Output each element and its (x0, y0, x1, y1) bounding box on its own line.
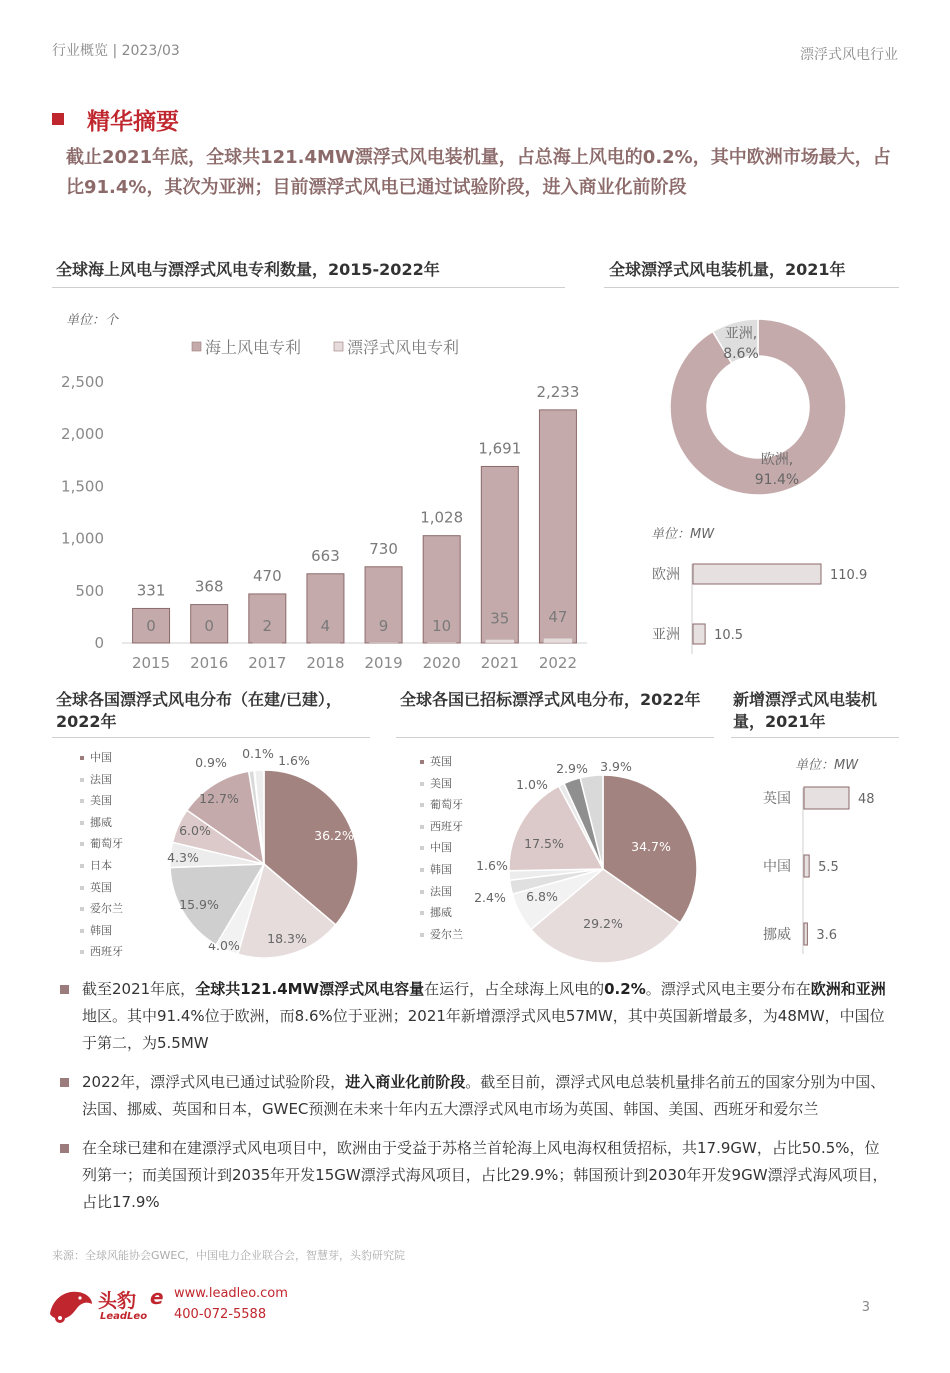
brand-e-icon: e (150, 1285, 164, 1309)
legend-dot-icon (420, 933, 424, 937)
x-tick-label: 2022 (538, 654, 578, 672)
pie-label: 34.7% (631, 839, 671, 854)
leopard-logo-icon (46, 1284, 96, 1326)
bullet-square-icon (60, 1078, 69, 1087)
pie-label: 1.6% (476, 858, 508, 873)
legend-label: 法国 (90, 772, 112, 786)
bar-floating-2017 (253, 643, 282, 644)
body-text: 。截至目前，漂浮式风电总装机量排名前五的国家分别为中国、法国、挪威、英国和日本，GWEC预测在未来十年内五大漂浮式风电市场为英国、韩国、美国、西班牙和爱尔兰 (82, 1073, 886, 1118)
x-tick-label: 2019 (364, 654, 403, 672)
legend-label: 爱尔兰 (90, 902, 123, 916)
legend-dot-icon (80, 756, 84, 760)
hbar-亚洲 (693, 624, 705, 644)
tender-title-rule (396, 737, 714, 738)
x-tick-label: 2021 (480, 654, 519, 672)
legend-label: 西班牙 (90, 945, 123, 959)
legend-item (80, 812, 123, 834)
legend-dot-icon (420, 760, 424, 764)
y-tick-label: 1,000 (61, 529, 104, 548)
y-tick-label: 2,000 (61, 425, 104, 444)
patents-bar-chart (52, 330, 592, 680)
source-note: 来源：全球风能协会GWEC，中国电力企业联合会，智慧芽，头豹研究院 (52, 1249, 406, 1262)
new-installed-hbar-chart (740, 775, 900, 960)
legend-dot-icon (420, 782, 424, 786)
floating-value-label: 2 (262, 617, 273, 635)
body-text: 在运行，占全球海上风电的 (424, 980, 605, 998)
hbar-中国 (804, 855, 809, 877)
pie-label: 1.6% (278, 753, 310, 768)
legend-item (80, 920, 123, 942)
donut-label-value: 8.6% (723, 346, 759, 362)
legend-item (80, 790, 123, 812)
patents-chart-title: 全球海上风电与漂浮式风电专利数量，2015-2022年 (56, 260, 440, 279)
legend-item (80, 877, 123, 899)
legend-item (80, 855, 123, 877)
hbar-value-label: 3.6 (816, 928, 838, 943)
legend-label-1: 漂浮式风电专利 (347, 338, 460, 357)
floating-value-label: 10 (432, 617, 452, 635)
donut-label-name: 欧洲, (760, 452, 794, 468)
bar-floating-2020 (427, 642, 456, 643)
highlight-text: 0.2% (604, 980, 646, 998)
highlight-text: 进入商业化前阶段 (345, 1073, 466, 1091)
bullet-square-icon (60, 985, 69, 994)
legend-dot-icon (420, 846, 424, 850)
section-summary: 截止2021年底，全球共121.4MW漂浮式风电装机量，占总海上风电的0.2%，其中欧洲市场最大，占比91.4%，其次为亚洲；目前漂浮式风电已通过试验阶段，进入商业化前阶段 (66, 147, 891, 198)
legend-label-0: 海上风电专利 (205, 338, 302, 357)
legend-item (80, 747, 123, 769)
pie-label: 36.2% (314, 828, 354, 843)
highlight-text: 欧洲和亚洲 (810, 980, 886, 998)
pie-label: 0.9% (195, 755, 227, 770)
legend-label: 葡萄牙 (90, 837, 123, 851)
finding-bullet-2 (60, 1069, 890, 1123)
section-title: 精华摘要 (87, 109, 179, 135)
installed-title-rule (604, 287, 899, 288)
new-installed-title-rule (731, 737, 899, 738)
y-tick-label: 0 (94, 634, 104, 652)
section-marker (52, 113, 64, 125)
legend-dot-icon (420, 890, 424, 894)
donut-label-value: 91.4% (754, 472, 800, 488)
floating-value-label: 9 (378, 617, 389, 635)
y-tick-label: 2,500 (61, 373, 104, 391)
hbar-value-label: 5.5 (818, 860, 839, 875)
bar-value-label: 730 (369, 539, 398, 558)
pie-label: 1.0% (516, 777, 548, 792)
legend-dot-icon (80, 950, 84, 954)
finding-bullet-3 (60, 1135, 890, 1216)
x-tick-label: 2015 (131, 654, 171, 672)
installed-unit: 单位：MW (651, 527, 715, 542)
y-tick-label: 500 (75, 581, 104, 600)
bullet-square-icon (60, 1144, 69, 1153)
country-chart-title: 全球各国漂浮式风电分布（在建/已建），2022年 (56, 690, 342, 731)
legend-swatch-0 (192, 342, 201, 351)
floating-value-label: 47 (548, 608, 568, 627)
legend-label: 韩国 (90, 923, 112, 937)
legend-label: 美国 (430, 776, 452, 790)
legend-label: 英国 (90, 880, 112, 894)
new-installed-unit: 单位：MW (795, 758, 859, 773)
hbar-欧洲 (693, 564, 821, 584)
highlight-text: 全球共121.4MW漂浮式风电容量 (195, 980, 425, 998)
patents-title-rule (52, 287, 565, 288)
hbar-value-label: 10.5 (714, 628, 744, 643)
body-text: 2022年，漂浮式风电已通过试验阶段， (82, 1073, 346, 1091)
x-tick-label: 2017 (248, 654, 287, 672)
hbar-value-label: 110.9 (830, 568, 868, 583)
pie-label: 0.1% (242, 746, 274, 761)
bar-floating-2021 (485, 639, 514, 643)
pie-label: 3.9% (600, 759, 632, 774)
legend-label: 英国 (430, 755, 452, 768)
bar-value-label: 331 (136, 581, 166, 600)
floating-value-label: 4 (320, 617, 331, 635)
report-topic: 漂浮式风电行业 (800, 47, 898, 63)
bar-value-label: 1,028 (420, 508, 464, 527)
pie-label: 15.9% (179, 897, 219, 912)
body-text: 地区。其中91.4%位于欧洲，而8.6%位于亚洲；2021年新增漂浮式风电57MW，其中英国新增最多，为48MW，中国位于第二，为5.5MW (82, 1007, 885, 1052)
hbar-category-label: 亚洲 (652, 627, 680, 643)
pie-label: 2.4% (474, 890, 506, 905)
legend-label: 美国 (90, 794, 112, 808)
legend-label: 中国 (90, 751, 112, 764)
legend-label: 中国 (430, 841, 452, 855)
legend-swatch-1 (334, 342, 343, 351)
bar-value-label: 663 (311, 546, 340, 565)
pie-label: 17.5% (524, 836, 564, 851)
floating-value-label: 0 (204, 617, 214, 635)
installed-donut-chart (660, 310, 860, 510)
bar-value-label: 470 (252, 566, 282, 585)
legend-dot-icon (420, 803, 424, 807)
legend-label: 西班牙 (430, 819, 463, 833)
legend-dot-icon (420, 911, 424, 915)
legend-dot-icon (420, 868, 424, 872)
x-tick-label: 2016 (190, 654, 229, 672)
bar-floating-2019 (369, 642, 398, 643)
pie-label: 4.3% (167, 850, 199, 865)
country-pie-chart (160, 740, 375, 965)
body-text: 截至2021年底， (82, 980, 196, 998)
website-link[interactable]: www.leadleo.com (174, 1286, 288, 1301)
hbar-挪威 (804, 923, 807, 945)
brand-name-cn: 头豹 (98, 1290, 137, 1312)
pie-label: 2.9% (556, 761, 588, 776)
legend-label: 爱尔兰 (430, 927, 463, 941)
installed-hbar-chart (640, 545, 900, 665)
legend-label: 韩国 (430, 862, 452, 876)
pie-label: 12.7% (199, 791, 239, 806)
x-tick-label: 2018 (306, 654, 345, 672)
legend-dot-icon (80, 907, 84, 911)
body-text: 在全球已建和在建漂浮式风电项目中，欧洲由于受益于苏格兰首轮海上风电海权租赁招标，共17.9GW，占比50.5%，位列第一；而美国预计到2035年开发15GW漂浮式海风项目，占比29.9%；韩国预计到2030年开发9GW漂浮式海风项目，占比17.9% (82, 1139, 888, 1211)
legend-dot-icon (80, 821, 84, 825)
hbar-category-label: 欧洲 (652, 567, 680, 583)
x-tick-label: 2020 (422, 654, 461, 672)
hbar-value-label: 48 (858, 792, 875, 807)
pie-label: 18.3% (267, 931, 307, 946)
page-number: 3 (861, 1300, 870, 1315)
body-text: 。漂浮式风电主要分布在 (645, 980, 811, 998)
legend-label: 日本 (90, 858, 112, 872)
bar-floating-2018 (311, 643, 340, 644)
donut-label-name: 亚洲, (724, 326, 758, 342)
tender-chart-title: 全球各国已招标漂浮式风电分布，2022年 (400, 690, 701, 709)
legend-label: 葡萄牙 (430, 798, 463, 812)
hbar-英国 (804, 787, 849, 809)
legend-item (80, 898, 123, 920)
brand-name-en: LeadLeo (100, 1311, 148, 1322)
floating-value-label: 35 (490, 609, 510, 628)
hbar-category-label: 挪威 (763, 927, 791, 943)
pie-label: 6.8% (526, 889, 558, 904)
legend-dot-icon (420, 825, 424, 829)
bar-value-label: 368 (194, 577, 224, 596)
phone-number: 400-072-5588 (174, 1307, 267, 1322)
legend-dot-icon (80, 864, 84, 868)
bar-value-label: 2,233 (536, 382, 580, 401)
installed-chart-title: 全球漂浮式风电装机量，2021年 (609, 260, 846, 279)
legend-item (80, 833, 123, 855)
report-category: 行业概览 | 2023/03 (52, 43, 180, 59)
key-findings (60, 976, 890, 1228)
legend-dot-icon (80, 842, 84, 846)
legend-dot-icon (80, 929, 84, 933)
hbar-category-label: 英国 (763, 791, 791, 807)
legend-dot-icon (80, 799, 84, 803)
legend-dot-icon (80, 886, 84, 890)
bar-floating-2022 (543, 638, 572, 643)
pie-label: 29.2% (583, 916, 623, 931)
legend-label: 挪威 (90, 815, 112, 829)
new-installed-chart-title: 新增漂浮式风电装机量，2021年 (733, 690, 878, 731)
legend-label: 法国 (430, 884, 452, 898)
country-title-rule (52, 737, 370, 738)
finding-bullet-1 (60, 976, 890, 1057)
patents-unit: 单位：个 (66, 313, 119, 328)
pie-label: 6.0% (179, 823, 211, 838)
legend-label: 挪威 (430, 906, 452, 920)
pie-label: 4.0% (208, 938, 240, 953)
legend-item (80, 769, 123, 791)
country-legend (80, 747, 123, 963)
hbar-category-label: 中国 (763, 859, 791, 875)
legend-dot-icon (80, 778, 84, 782)
y-tick-label: 1,500 (61, 477, 104, 496)
bar-value-label: 1,691 (478, 439, 522, 458)
tender-pie-chart (468, 745, 713, 970)
legend-item (80, 941, 123, 963)
floating-value-label: 0 (146, 617, 156, 635)
